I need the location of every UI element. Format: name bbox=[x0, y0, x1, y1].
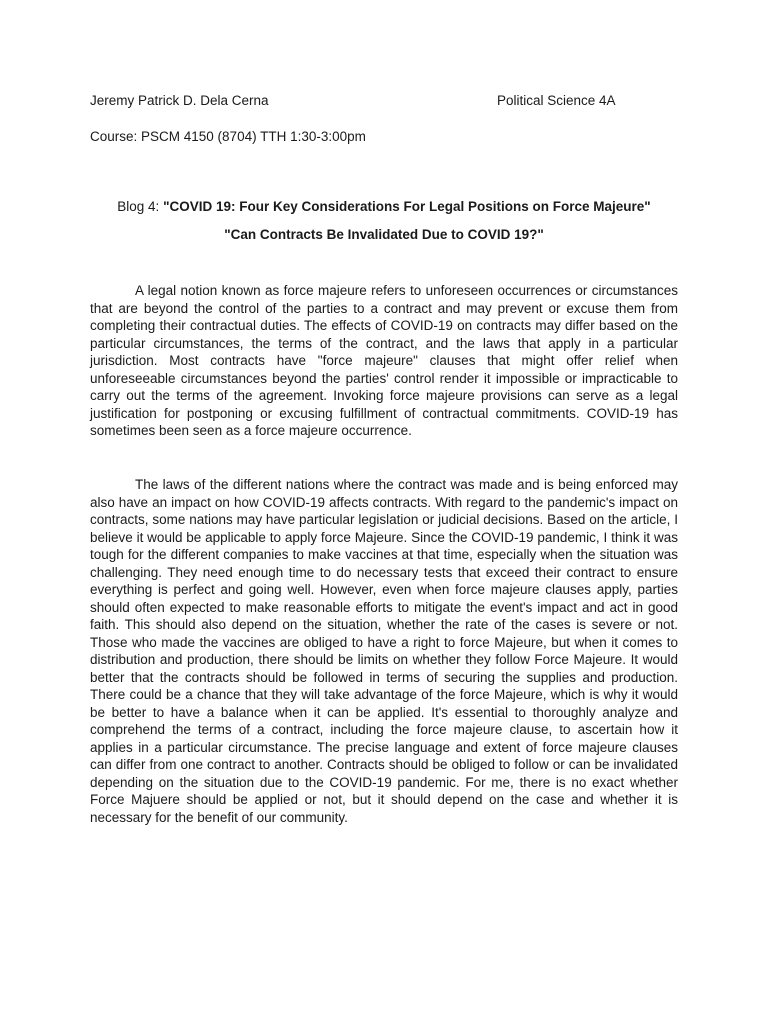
author-name: Jeremy Patrick D. Dela Cerna bbox=[90, 93, 269, 108]
course-info: Course: PSCM 4150 (8704) TTH 1:30-3:00pm bbox=[90, 129, 366, 144]
body-paragraph-1: A legal notion known as force majeure refers to unforeseen occurrences or circumstances that are beyond the control of the parties to a contract and may prevent or excuse them from completing their contractual duties. The effects of COVID-19 on contracts may differ based on the particular circumstances, the terms of the contract, and the laws that apply in a particular jurisdiction. Most contracts have "force majeure" clauses that might offer relief when unforeseeable circumstances beyond the parties' control render it impossible or impracticable to carry out the terms of the agreement. Invoking force majeure provisions can serve as a legal justification for postponing or excusing fulfillment of contractual commitments. COVID-19 has sometimes been seen as a force majeure occurrence. bbox=[90, 283, 678, 438]
body-paragraph-2: The laws of the different nations where the contract was made and is being enforced may also have an impact on how COVID-19 affects contracts. With regard to the pandemic's impact on contracts, some nations may have particular legislation or judicial decisions. Based on the article, I believe it would be applicable to apply force Majeure. Since the COVID-19 pandemic, I think it was tough for the different companies to make vaccines at that time, especially when the situation was challenging. They need enough time to do necessary tests that exceed their contract to ensure everything is perfect and going well. However, even when force majeure clauses apply, parties should often expected to make reasonable efforts to mitigate the event's impact and act in good faith. This should also depend on the situation, whether the rate of the cases is severe or not. Those who made the vaccines are obliged to have a right to force Majeure, but when it comes to distribution and production, there should be limits on whether they follow Force Majeure. It would better that the contracts should be followed in terms of securing the supplies and production. There could be a chance that they will take advantage of the force Majeure, which is why it would be better to have a balance when it can be applied. It's essential to thoroughly analyze and comprehend the terms of a contract, including the force majeure clause, to ascertain how it applies in a particular circumstance. The precise language and extent of force majeure clauses can differ from one contract to another. Contracts should be obliged to follow or can be invalidated depending on the situation due to the COVID-19 pandemic. For me, there is no exact whether Force Majuere should be applied or not, but it should depend on the case and whether it is necessary for the benefit of our community. bbox=[90, 477, 678, 825]
blog-title-main: "COVID 19: Four Key Considerations For Legal Positions on Force Majeure" bbox=[163, 199, 651, 214]
blog-title-prefix: Blog 4: bbox=[117, 199, 164, 214]
blog-title bbox=[90, 198, 678, 215]
blog-subtitle: "Can Contracts Be Invalidated Due to COVID 19?" bbox=[224, 227, 544, 242]
subject-name: Political Science 4A bbox=[497, 93, 616, 108]
